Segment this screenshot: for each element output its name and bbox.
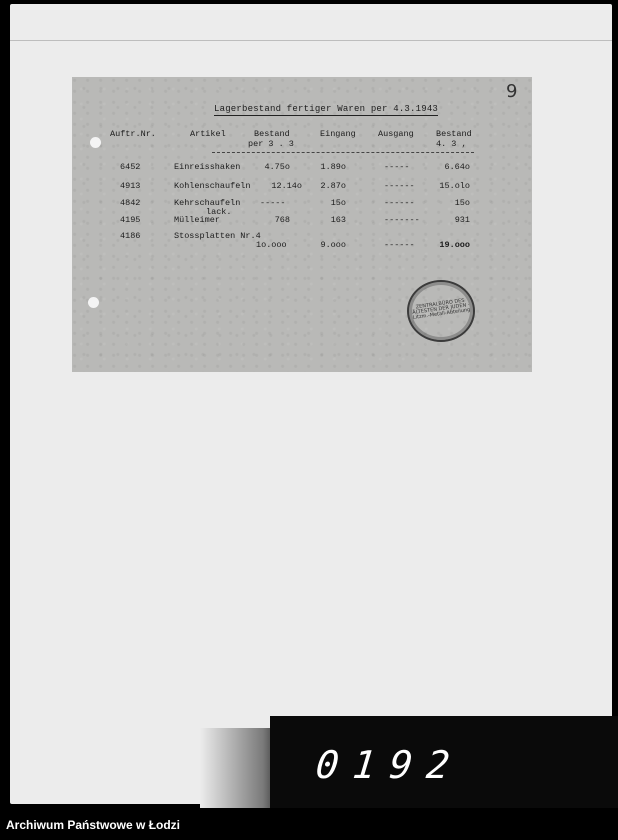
row-article: Einreisshaken bbox=[174, 162, 241, 172]
row-stock-before: 4.75o bbox=[264, 162, 290, 172]
row-stock-after: 19.ooo bbox=[439, 240, 470, 250]
row-order-no: 4186 bbox=[120, 231, 141, 241]
scan-top-line bbox=[10, 40, 612, 41]
row-receipt: 2.87o bbox=[320, 181, 346, 191]
row-issue: ------ bbox=[384, 198, 415, 208]
row-order-no: 4913 bbox=[120, 181, 141, 191]
row-stock-after: 15.olo bbox=[439, 181, 470, 191]
row-receipt: 163 bbox=[330, 215, 346, 225]
header-stock-after-sub: 4. 3 , bbox=[436, 139, 467, 149]
header-article: Artikel bbox=[190, 129, 226, 139]
row-article: Mülleimer bbox=[174, 215, 220, 225]
header-stock-before-sub: per 3 . 3 bbox=[248, 139, 294, 149]
inventory-card bbox=[72, 77, 532, 372]
row-article: Kohlenschaufeln bbox=[174, 181, 251, 191]
row-stock-before: 1o.ooo bbox=[256, 240, 287, 250]
header-stock-before: Bestand bbox=[254, 129, 290, 139]
row-issue: ----- bbox=[384, 162, 410, 172]
row-stock-before: ----- bbox=[260, 198, 286, 208]
row-article: Stossplatten Nr.4 bbox=[174, 231, 261, 241]
header-order-no: Auftr.Nr. bbox=[110, 129, 156, 139]
row-receipt: 1.89o bbox=[320, 162, 346, 172]
row-article-sub: lack. bbox=[206, 207, 232, 217]
punch-hole-bottom bbox=[88, 297, 99, 308]
row-issue: ------ bbox=[384, 181, 415, 191]
punch-hole-top bbox=[90, 137, 101, 148]
row-issue: ------ bbox=[384, 240, 415, 250]
header-stock-after: Bestand bbox=[436, 129, 472, 139]
row-article: Kehrschaufeln bbox=[174, 198, 241, 208]
archive-footer bbox=[0, 808, 618, 840]
row-stock-after: 15o bbox=[454, 198, 470, 208]
round-stamp bbox=[407, 280, 475, 342]
row-receipt: 15o bbox=[330, 198, 346, 208]
row-receipt: 9.ooo bbox=[320, 240, 346, 250]
header-rule bbox=[212, 152, 474, 153]
row-stock-before: 12.14o bbox=[271, 181, 302, 191]
archive-name: Archiwum Państwowe w Łodzi bbox=[6, 818, 181, 832]
row-order-no: 4195 bbox=[120, 215, 141, 225]
row-stock-before: 768 bbox=[274, 215, 290, 225]
document-title: Lagerbestand fertiger Waren per 4.3.1943 bbox=[214, 104, 439, 114]
row-stock-after: 931 bbox=[454, 215, 470, 225]
row-issue: ------- bbox=[384, 215, 420, 225]
page-number: 9 bbox=[506, 81, 518, 102]
frame-number: 0192 bbox=[313, 743, 466, 787]
header-receipt: Eingang bbox=[320, 129, 356, 139]
row-order-no: 6452 bbox=[120, 162, 141, 172]
stamp-text: ZENTRALBÜRO DES ÄLTESTEN DER JUDEN · Litzm.-Metall-Abteilung bbox=[411, 297, 471, 321]
row-stock-after: 6.64o bbox=[444, 162, 470, 172]
row-order-no: 4842 bbox=[120, 198, 141, 208]
header-issue: Ausgang bbox=[378, 129, 414, 139]
